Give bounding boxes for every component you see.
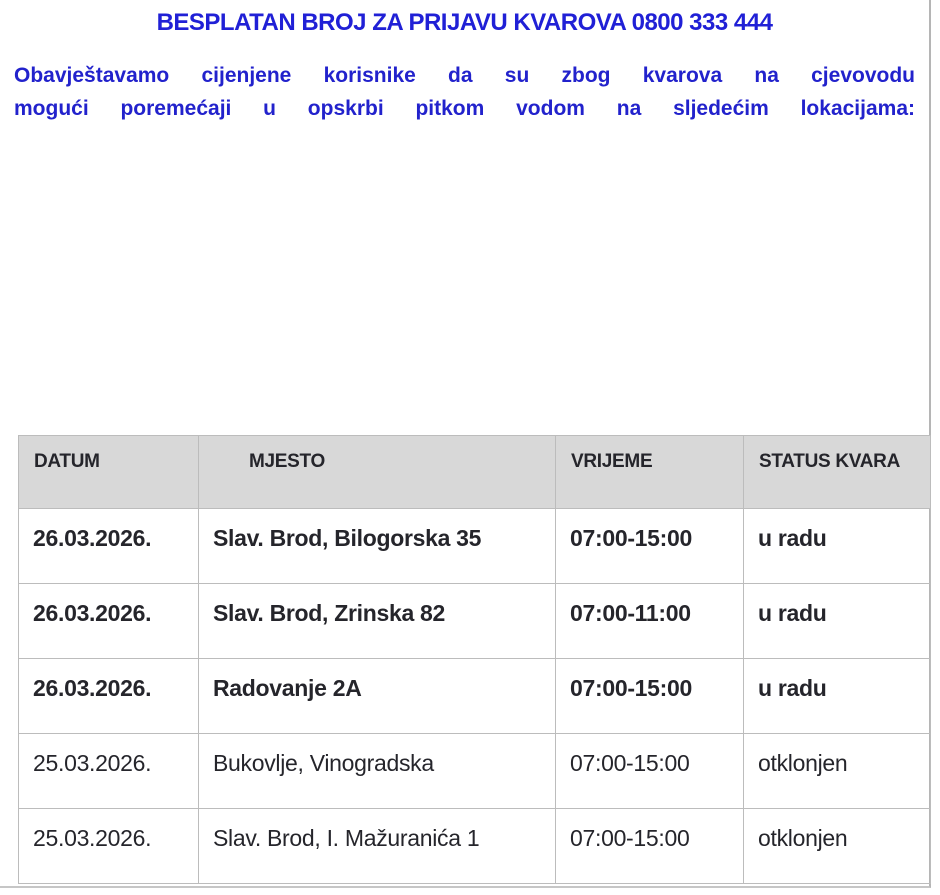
datum-cell: 26.03.2026.: [19, 509, 199, 584]
table-row: [19, 809, 931, 884]
mjesto-cell: Radovanje 2A: [199, 659, 556, 734]
notice-paragraph: [14, 59, 915, 125]
mjesto-cell: Slav. Brod, Bilogorska 35: [199, 509, 556, 584]
col-header-vrijeme: VRIJEME: [556, 436, 744, 509]
vrijeme-cell: 07:00-15:00: [556, 734, 744, 809]
table-row: [19, 509, 931, 584]
datum-cell: 25.03.2026.: [19, 809, 199, 884]
notice-line-1: Obavještavamo cijenjene korisnike da su zbog kvarova na cjevovodu: [14, 64, 915, 87]
datum-cell: 26.03.2026.: [19, 584, 199, 659]
col-header-datum: DATUM: [19, 436, 199, 509]
outage-table-header: [19, 436, 931, 509]
col-header-status-kvara: STATUS KVARA: [744, 436, 931, 509]
mjesto-cell: Bukovlje, Vinogradska: [199, 734, 556, 809]
header-row: [19, 436, 931, 509]
table-row: [19, 584, 931, 659]
datum-cell: 26.03.2026.: [19, 659, 199, 734]
vrijeme-cell: 07:00-15:00: [556, 509, 744, 584]
table-row: [19, 734, 931, 809]
status-cell: otklonjen: [744, 734, 931, 809]
status-cell: u radu: [744, 584, 931, 659]
vrijeme-cell: 07:00-11:00: [556, 584, 744, 659]
outage-table: [18, 435, 931, 884]
mjesto-cell: Slav. Brod, I. Mažuranića 1: [199, 809, 556, 884]
status-cell: u radu: [744, 659, 931, 734]
vrijeme-cell: 07:00-15:00: [556, 809, 744, 884]
notice-line-2: mogući poremećaji u opskrbi pitkom vodom na sljedećim lokacijama:: [14, 97, 915, 120]
status-cell: u radu: [744, 509, 931, 584]
vrijeme-cell: 07:00-15:00: [556, 659, 744, 734]
table-row: [19, 659, 931, 734]
col-header-mjesto: MJESTO: [199, 436, 556, 509]
status-cell: otklonjen: [744, 809, 931, 884]
datum-cell: 25.03.2026.: [19, 734, 199, 809]
hotline-title: BESPLATAN BROJ ZA PRIJAVU KVAROVA 0800 333 444: [156, 9, 773, 36]
outage-table-body: [19, 509, 931, 884]
mjesto-cell: Slav. Brod, Zrinska 82: [199, 584, 556, 659]
